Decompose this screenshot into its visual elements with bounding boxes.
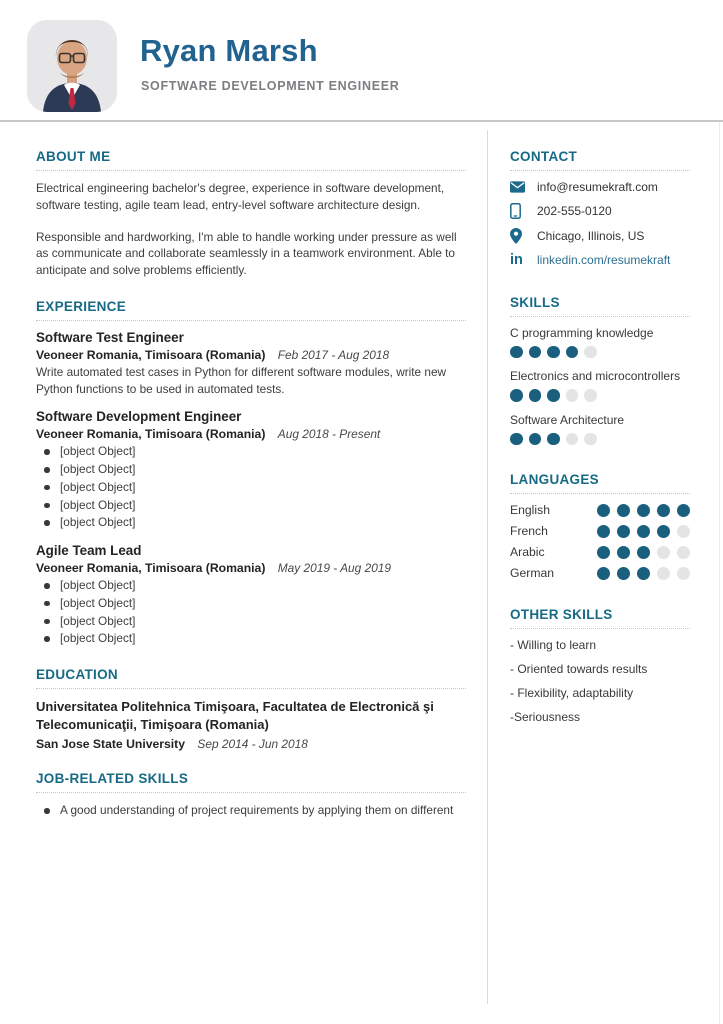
level-dot — [677, 567, 690, 580]
language-items — [510, 503, 690, 580]
language-level-dots — [597, 567, 690, 580]
level-dot — [617, 546, 630, 559]
job-dates: May 2019 - Aug 2019 — [277, 561, 392, 575]
level-dot — [677, 546, 690, 559]
level-dot — [657, 525, 670, 538]
contact-row — [510, 203, 690, 219]
level-dot — [529, 389, 542, 402]
job-related-skills-section — [36, 771, 466, 819]
skill-level-dots — [510, 346, 690, 359]
level-dot — [597, 504, 610, 517]
level-dot — [637, 525, 650, 538]
contact-value[interactable]: Chicago, Illinois, US — [537, 229, 645, 243]
other-skill-item: - Flexibility, adaptability — [510, 686, 634, 700]
level-dot — [529, 433, 542, 446]
profile-photo — [27, 20, 117, 112]
experience-job — [36, 543, 466, 647]
language-label: Arabic — [510, 545, 545, 559]
job-title: Agile Team Lead — [36, 543, 142, 558]
skill-label: Software Architecture — [510, 412, 625, 427]
resume-body — [0, 124, 723, 1024]
portrait-illustration — [27, 20, 117, 112]
education-meta — [36, 737, 466, 751]
job-meta — [36, 427, 466, 441]
level-dot — [547, 346, 560, 359]
contact-value[interactable]: 202-555-0120 — [537, 204, 612, 218]
language-row — [510, 545, 690, 559]
language-label: German — [510, 566, 555, 580]
language-level-dots — [597, 525, 690, 538]
job-bullet: [object Object] — [36, 443, 466, 460]
level-dot — [510, 389, 523, 402]
other-skill-item: - Oriented towards results — [510, 662, 648, 676]
level-dot — [584, 433, 597, 446]
language-label: English — [510, 503, 550, 517]
level-dot — [566, 433, 579, 446]
job-bullet: [object Object] — [36, 613, 466, 630]
candidate-name: Ryan Marsh — [140, 33, 318, 68]
job-title: Software Test Engineer — [36, 329, 184, 345]
experience-jobs — [36, 330, 466, 647]
level-dot — [617, 525, 630, 538]
about-paragraph: Electrical engineering bachelor's degree, experience in software development, software testing, agile team lead, entry-level software architecture design. — [36, 181, 445, 212]
job-bullet: [object Object] — [36, 479, 466, 496]
contact-row — [510, 253, 690, 268]
right-column — [487, 124, 723, 1024]
languages-heading: LANGUAGES — [510, 472, 690, 494]
level-dot — [566, 389, 579, 402]
job-related-skills-list — [36, 802, 466, 819]
other-skill-item: - Willing to learn — [510, 638, 597, 652]
level-dot — [637, 546, 650, 559]
about-paragraph: Responsible and hardworking, I'm able to handle working under pressure as well as communicate and collaborate seamlessly in a teamwork environment. Able to anticipate and solve problems efficiently. — [36, 229, 457, 277]
level-dot — [617, 567, 630, 580]
about-heading: ABOUT ME — [36, 149, 466, 171]
skills-items — [510, 326, 690, 446]
skill-item — [510, 326, 690, 359]
language-row — [510, 524, 690, 538]
other-skills-heading: OTHER SKILLS — [510, 607, 690, 629]
level-dot — [677, 525, 690, 538]
experience-section — [36, 299, 466, 647]
level-dot — [510, 433, 523, 446]
job-dates: Aug 2018 - Present — [277, 427, 381, 442]
linkedin-icon: in — [510, 252, 523, 268]
education-item — [36, 698, 466, 751]
skill-item — [510, 413, 690, 446]
level-dot — [584, 346, 597, 359]
resume-header — [0, 0, 723, 122]
contact-heading: CONTACT — [510, 149, 690, 171]
level-dot — [597, 546, 610, 559]
skills-section — [510, 295, 690, 446]
experience-job — [36, 330, 466, 398]
language-level-dots — [597, 546, 690, 559]
contact-row — [510, 180, 690, 194]
job-related-skills-heading: JOB-RELATED SKILLS — [36, 771, 466, 793]
level-dot — [529, 346, 542, 359]
education-items — [36, 698, 466, 751]
contact-value[interactable]: linkedin.com/resumekraft — [537, 253, 671, 268]
job-bullet: [object Object] — [36, 595, 466, 612]
skill-level-dots — [510, 433, 690, 446]
contact-section — [510, 149, 690, 268]
education-school: Universitatea Politehnica Timişoara, Facultatea de Electronică şi Telecomunicaţii, Timişoara (Romania) — [36, 699, 434, 733]
phone-icon — [510, 203, 537, 219]
language-row — [510, 566, 690, 580]
job-company: Veoneer Romania, Timisoara (Romania) — [36, 561, 266, 575]
job-bullet: [object Object] — [36, 497, 466, 514]
level-dot — [677, 504, 690, 517]
languages-section — [510, 472, 690, 580]
job-meta — [36, 561, 466, 575]
job-summary: Write automated test cases in Python for different software modules, write new Python functions to be used in automated tests. — [36, 364, 447, 396]
skill-item — [510, 369, 690, 402]
skill-label: C programming knowledge — [510, 325, 654, 340]
job-bullet: [object Object] — [36, 461, 466, 478]
other-skills-items — [510, 638, 690, 724]
candidate-role: SOFTWARE DEVELOPMENT ENGINEER — [141, 79, 400, 93]
contact-row — [510, 228, 690, 244]
job-bullet: [object Object] — [36, 514, 466, 531]
level-dot — [597, 525, 610, 538]
skill-level-dots — [510, 389, 690, 402]
other-skill-item: -Seriousness — [510, 710, 581, 724]
job-dates: Feb 2017 - Aug 2018 — [277, 347, 390, 362]
job-company: Veoneer Romania, Timisoara (Romania) — [36, 347, 266, 362]
job-bullet-list — [36, 443, 466, 531]
level-dot — [547, 389, 560, 402]
level-dot — [510, 346, 523, 359]
job-meta — [36, 348, 466, 362]
left-column — [0, 124, 487, 1024]
education-dates: Sep 2014 - Jun 2018 — [197, 737, 308, 752]
language-level-dots — [597, 504, 690, 517]
language-label: French — [510, 524, 548, 538]
skills-heading: SKILLS — [510, 295, 690, 317]
other-skills-section — [510, 607, 690, 724]
level-dot — [657, 546, 670, 559]
experience-heading: EXPERIENCE — [36, 299, 466, 321]
language-row — [510, 503, 690, 517]
job-related-skill-bullet: A good understanding of project requirements by applying them on different — [36, 802, 466, 819]
level-dot — [547, 433, 560, 446]
contact-value[interactable]: info@resumekraft.com — [537, 180, 658, 194]
level-dot — [617, 504, 630, 517]
about-section — [36, 149, 466, 279]
level-dot — [637, 567, 650, 580]
skill-label: Electronics and microcontrollers — [510, 369, 681, 383]
job-bullet: [object Object] — [36, 630, 466, 647]
education-section — [36, 667, 466, 751]
experience-job — [36, 409, 466, 531]
about-paragraphs — [36, 180, 466, 279]
job-company: Veoneer Romania, Timisoara (Romania) — [36, 427, 266, 442]
level-dot — [637, 504, 650, 517]
job-title: Software Development Engineer — [36, 409, 242, 425]
level-dot — [566, 346, 579, 359]
email-icon — [510, 181, 537, 193]
contact-items — [510, 180, 690, 268]
level-dot — [657, 504, 670, 517]
level-dot — [657, 567, 670, 580]
education-university: San Jose State University — [36, 737, 186, 752]
level-dot — [597, 567, 610, 580]
job-bullet: [object Object] — [36, 577, 466, 594]
education-heading: EDUCATION — [36, 667, 466, 689]
level-dot — [584, 389, 597, 402]
location-icon — [510, 228, 537, 244]
job-bullet-list — [36, 577, 466, 647]
